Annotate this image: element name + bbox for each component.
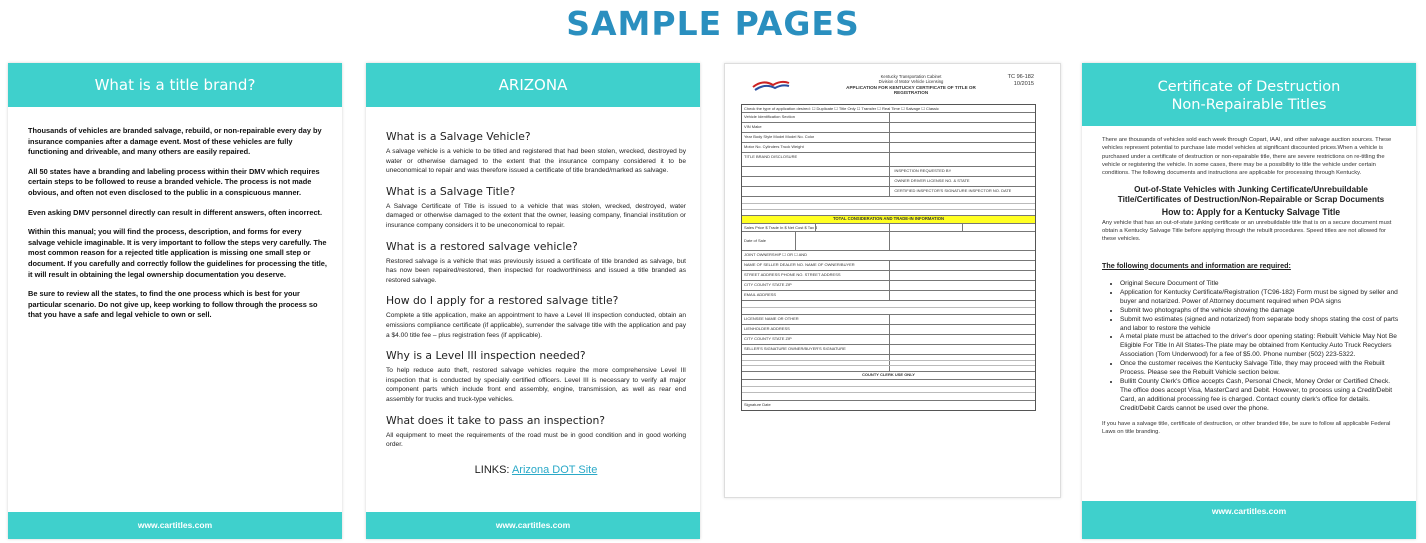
page-footer: www.cartitles.com (1082, 501, 1416, 539)
form-row: Year Body Style Model Model No. Color (744, 134, 815, 139)
section-text: To help reduce auto theft, restored salvage vehicles require the more comprehensive Level III inspection that is conducted by specially certified officers. Level III is necessary to verify all major component parts which include front end assembly, engine, transmission, as well as rear end assembly for trucks and truck-type vehicles. (386, 367, 686, 403)
page-title: SAMPLE PAGES (566, 4, 860, 43)
form-row: JOINT OWNERSHIP ☐ OR ☐ AND (744, 252, 808, 257)
links-line (386, 464, 686, 476)
sample-page-certificate-of-destruction (1082, 63, 1416, 539)
links-label: LINKS: (474, 463, 510, 476)
docs-heading: The following documents and information are required: (1102, 260, 1291, 270)
form-row: NAME OF SELLER DEALER NO. NAME OF OWNER/BUYER (744, 262, 855, 267)
paragraph: Within this manual; you will find the process, description, and forms for every salvage vehicle imaginable. It is very important to follow the steps very carefully. The most common reason for a rejected title application is missing one small step or document. If you carefully and correctly follow the guidelines for processing the title, it will result in obtaining the legal ownership documentation you deserve. (28, 227, 327, 279)
list-item: • A metal plate must be attached to the driver's door opening stating: Rebuilt Vehicle May Not Be Eligible For Title In All States-The plate may be obtained from Kentucky Auto Truck Recyclers Association (Tom Underwood) for a fee of $5.00. Phone number (502) 223-5322. (1120, 333, 1400, 360)
form-row: Signature Date (744, 402, 771, 407)
form-row: STREET ADDRESS PHONE NO. STREET ADDRESS (744, 272, 841, 277)
sample-page-kentucky-form (724, 63, 1061, 498)
form-header (741, 74, 1052, 104)
outro-text: If you have a salvage title, certificate of destruction, or other branded title, be sure to follow all applicable Federal Laws on title branding. (1102, 420, 1391, 435)
section-text: Complete a title application, make an appointment to have a Level III inspection conducted, obtain an emissions compliance certificate (if applicable), surrender the salvage title with the application and pay a $4.00 title fee – plus registration fees (if applicable). (386, 312, 686, 339)
page-body (1082, 126, 1416, 436)
page-body (8, 107, 342, 321)
page-body (366, 107, 700, 476)
form-row: Sales Price $ Trade In $ Net Cost $ Tax $ (744, 225, 818, 230)
form-row: INSPECTION REQUESTED BY (894, 168, 952, 173)
form-row: CITY COUNTY STATE ZIP (744, 336, 792, 341)
form-row: Vehicle Identification Section (744, 114, 795, 119)
paragraph: Be sure to review all the states, to find the one process which is best for your particular scenario. Do not give up, keep working to follow through the process so that you have a safe and legal vehicle to own or sell. (28, 289, 318, 320)
form-row: VIN Make (744, 124, 762, 129)
page-header: What is a title brand? (8, 63, 342, 107)
form-row: LICENSEE NAME OR OTHER (744, 316, 799, 321)
kentucky-logo-icon (751, 77, 791, 93)
section-heading: What is a restored salvage vehicle? (386, 239, 578, 253)
sample-page-arizona (366, 63, 700, 539)
list-item: • Application for Kentucky Certificate/Registration (TC96-182) Form must be signed by seller and buyer and notarized. Power of Attorney document required when POA signs (1120, 289, 1400, 307)
form-section-heading: COUNTY CLERK USE ONLY (862, 372, 915, 377)
list-item: • Submit two photographs of the vehicle showing the damage (1120, 307, 1400, 316)
requirements-list (1102, 280, 1400, 414)
list-item: • Original Secure Document of Title (1120, 280, 1400, 289)
form-grid (741, 104, 1036, 411)
form-row: Date of Sale (744, 238, 767, 243)
page-footer: www.cartitles.com (8, 512, 342, 539)
page-header: ARIZONA (366, 63, 700, 107)
list-item: • Once the customer receives the Kentucky Salvage Title, they may proceed with the Rebuilt Process. Please see the Rebuilt Vehicle section below. (1120, 360, 1400, 378)
form-row: Motor No. Cylinders Truck Weight (744, 144, 804, 149)
section-heading: What is a Salvage Vehicle? (386, 130, 531, 143)
section-heading: Out-of-State Vehicles with Junking Certificate/Unrebuildable Title/Certificates of Destruction/Non-Repairable or Scrap Documents (1117, 185, 1385, 205)
sub-text: Any vehicle that has an out-of-state junking certificate or an unrebuildable title that is on a secure document must obtain a Kentucky Salvage Title before applying through the rebuilt procedures. Speed titles are not allowed for these vehicles. (1102, 219, 1392, 243)
form-row: CERTIFIED INSPECTOR'S SIGNATURE INSPECTOR NO. DATE (894, 188, 1012, 193)
section-text: Restored salvage is a vehicle that was previously issued a certificate of title branded as salvage, but has now been repaired/restored, then inspected for roadworthiness and issued a title branded as restored salvage. (386, 257, 686, 284)
form-row: CITY COUNTY STATE ZIP (744, 282, 792, 287)
form-row: SELLER'S SIGNATURE OWNER/BUYER'S SIGNATURE (744, 346, 846, 351)
sample-page-title-brand (8, 63, 342, 539)
section-text: A salvage vehicle is a vehicle to be titled and registered that had been stolen, wrecked, destroyed by water or otherwise damaged to the extent that the insurance company considered it to be uneconomical to repair and was therefore issued a certificate of title branded/marked as salvage. (386, 148, 686, 175)
page-header: Certificate of Destruction Non-Repairable Titles (1082, 63, 1416, 126)
arizona-dot-link[interactable]: Arizona DOT Site (511, 463, 598, 476)
form-row: EMAIL ADDRESS (744, 292, 777, 297)
list-item: • Submit two estimates (signed and notarized) from separate body shops stating the cost of parts and labor to restore the vehicle (1120, 316, 1400, 334)
paragraph: All 50 states have a branding and labeling process within their DMV which requires certain steps to be followed to reuse a branded vehicle. The process is not made obvious, and often not even disclosed to the public in a conspicuous manner. (28, 166, 320, 197)
section-heading: What is a Salvage Title? (386, 184, 516, 198)
page-footer: www.cartitles.com (366, 512, 700, 539)
form-body (725, 64, 1060, 411)
sub-heading: How to: Apply for a Kentucky Salvage Title (1161, 207, 1341, 218)
paragraph: Even asking DMV personnel directly can result in different answers, often incorrect. (28, 207, 323, 217)
form-title-block: Kentucky Transportation Cabinet Division of Motor Vehicle Licensing APPLICATION FOR KENTUCKY CERTIFICATE OF TITLE OR REGISTRATION (846, 74, 976, 96)
paragraph: Thousands of vehicles are branded salvage, rebuild, or non-repairable every day by insurance companies after a damage event. Most of these vehicles are fully functioning and driveable, and many others are easily repaired. (28, 126, 322, 157)
form-section-heading: TOTAL CONSIDERATION AND TRADE-IN INFORMATION (832, 216, 945, 221)
form-number-block: TC 96-182 10/2015 (1007, 74, 1034, 87)
section-heading: What does it take to pass an inspection? (386, 413, 606, 427)
form-row: TITLE BRAND DISCLOSURE (744, 154, 798, 159)
section-heading: How do I apply for a restored salvage title? (386, 294, 619, 308)
section-text: A Salvage Certificate of Title is issued to a vehicle that was stolen, wrecked, destroyed, water damaged or otherwise damaged to the extent that the owner, leasing company, financial institution or insurance company considers it to be uneconomical to repair. (386, 202, 686, 229)
form-row: OWNER DRIVER LICENSE NO. & STATE (894, 178, 970, 183)
form-row: Check the type of application desired: ☐ Duplicate ☐ Title Only ☐ Transfer ☐ Real Time ☐ Salvage ☐ Classic (744, 106, 939, 111)
list-item: • Bullitt County Clerk's Office accepts Cash, Personal Check, Money Order or Certified Check. The office does accept Visa, MasterCard and Debit. However, to process using a Credit/Debit Card, an additional processing fee is charged. Contact county clerk's office for details. Credit/Debit Cards cannot be used over the phone. (1120, 378, 1400, 414)
form-row: LIENHOLDER ADDRESS (744, 326, 790, 331)
section-text: All equipment to meet the requirements of the road must be in good condition and in good working order. (386, 431, 686, 449)
intro-text: There are thousands of vehicles sold each week through Copart, IAAI, and other salvage auction sources. These vehicles represent potential to purchase late model vehicles at significant discounted prices.When a vehicle is purchased under a certificate of destruction or non-repairable title, there are severe restrictions on re-titling the vehicle or registering the vehicle. In some cases, there may be a possibility to title the vehicle under certain conditions. The following documents and instructions are applicable for processing through Kentucky. (1102, 137, 1392, 177)
section-heading: Why is a Level III inspection needed? (386, 349, 586, 363)
